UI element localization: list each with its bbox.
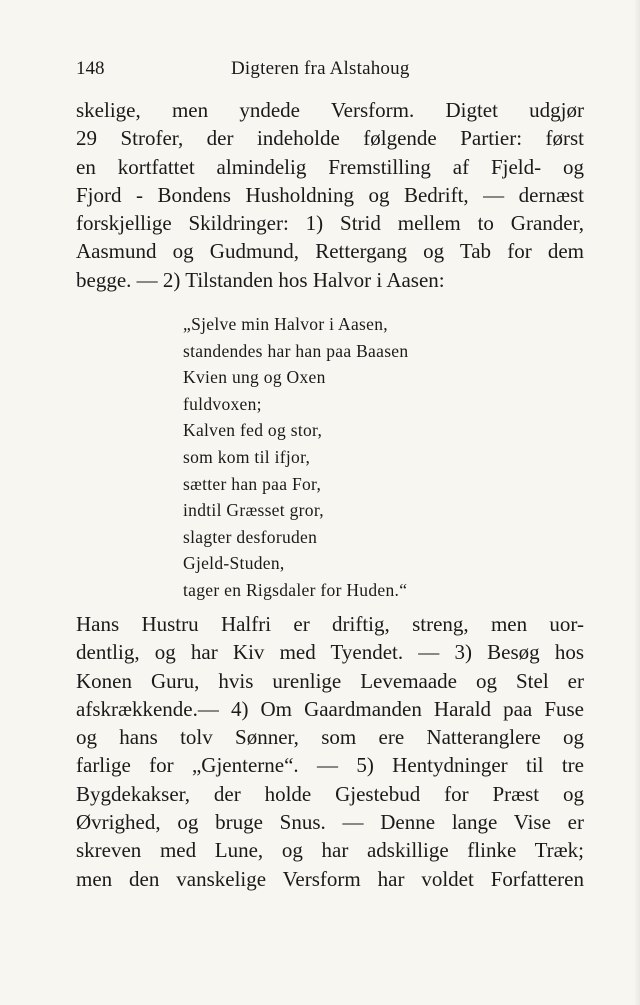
poem-line: som kom til ifjor, xyxy=(183,446,311,467)
text-line: Fjord - Bondens Husholdning og Bedrift, — dernæst xyxy=(76,182,584,207)
text-line: men den vanskelige Versform har voldet Forfatteren xyxy=(76,866,584,891)
paragraph-1 xyxy=(76,96,584,294)
text-line: forskjellige Skildringer: 1) Strid mellem to Grander, xyxy=(76,211,584,236)
text-line: Aasmund og Gudmund, Rettergang og Tab for dem xyxy=(76,239,584,264)
poem-line: slagter desforuden xyxy=(183,526,318,547)
text-line: Bygdekakser, der holde Gjestebud for Præst og xyxy=(76,781,584,806)
poem-line: Kalven fed og stor, xyxy=(183,420,323,441)
page-number: 148 xyxy=(76,58,105,79)
paragraph-2 xyxy=(76,610,584,893)
text-line: Konen Guru, hvis urenlige Levemaade og Stel er xyxy=(76,668,584,693)
poem-line: Gjeld-Studen, xyxy=(183,553,285,574)
poem-line: „Sjelve min Halvor i Aasen, xyxy=(183,314,388,334)
poem-line: indtil Græsset gror, xyxy=(183,500,324,521)
text-line: farlige for „Gjenterne“. — 5) Hentydninger til tre xyxy=(76,753,584,778)
text-line: skelige, men yndede Versform. Digtet udgjør xyxy=(76,98,584,122)
poem-line: standendes har han paa Baasen xyxy=(183,340,409,361)
text-line: skreven med Lune, og har adskillige flinke Træk; xyxy=(76,838,584,863)
text-line: dentlig, og har Kiv med Tyendet. — 3) Besøg hos xyxy=(76,640,584,665)
text-line: en kortfattet almindelig Fremstilling af Fjeld- og xyxy=(76,154,584,179)
poem-quotation xyxy=(183,311,408,604)
poem-line: tager en Rigsdaler for Huden.“ xyxy=(183,579,408,600)
poem-line: Kvien ung og Oxen xyxy=(183,367,326,388)
text-line: Hans Hustru Halfri er driftig, streng, men uor- xyxy=(76,612,584,636)
page-header xyxy=(76,56,580,82)
text-line: begge. — 2) Tilstanden hos Halvor i Aasen: xyxy=(76,267,445,292)
text-line: 29 Strofer, der indeholde følgende Partier: først xyxy=(76,126,584,151)
running-title: Digteren fra Alstahoug xyxy=(231,58,410,79)
page-edge xyxy=(634,0,640,1005)
text-line: Øvrighed, og bruge Snus. — Denne lange Vise er xyxy=(76,810,584,835)
poem-line: fuldvoxen; xyxy=(183,393,262,414)
poem-line: sætter han paa For, xyxy=(183,473,322,494)
text-line: afskrækkende.— 4) Om Gaardmanden Harald paa Fuse xyxy=(76,696,584,721)
text-line: og hans tolv Sønner, som ere Natteranglere og xyxy=(76,725,584,750)
